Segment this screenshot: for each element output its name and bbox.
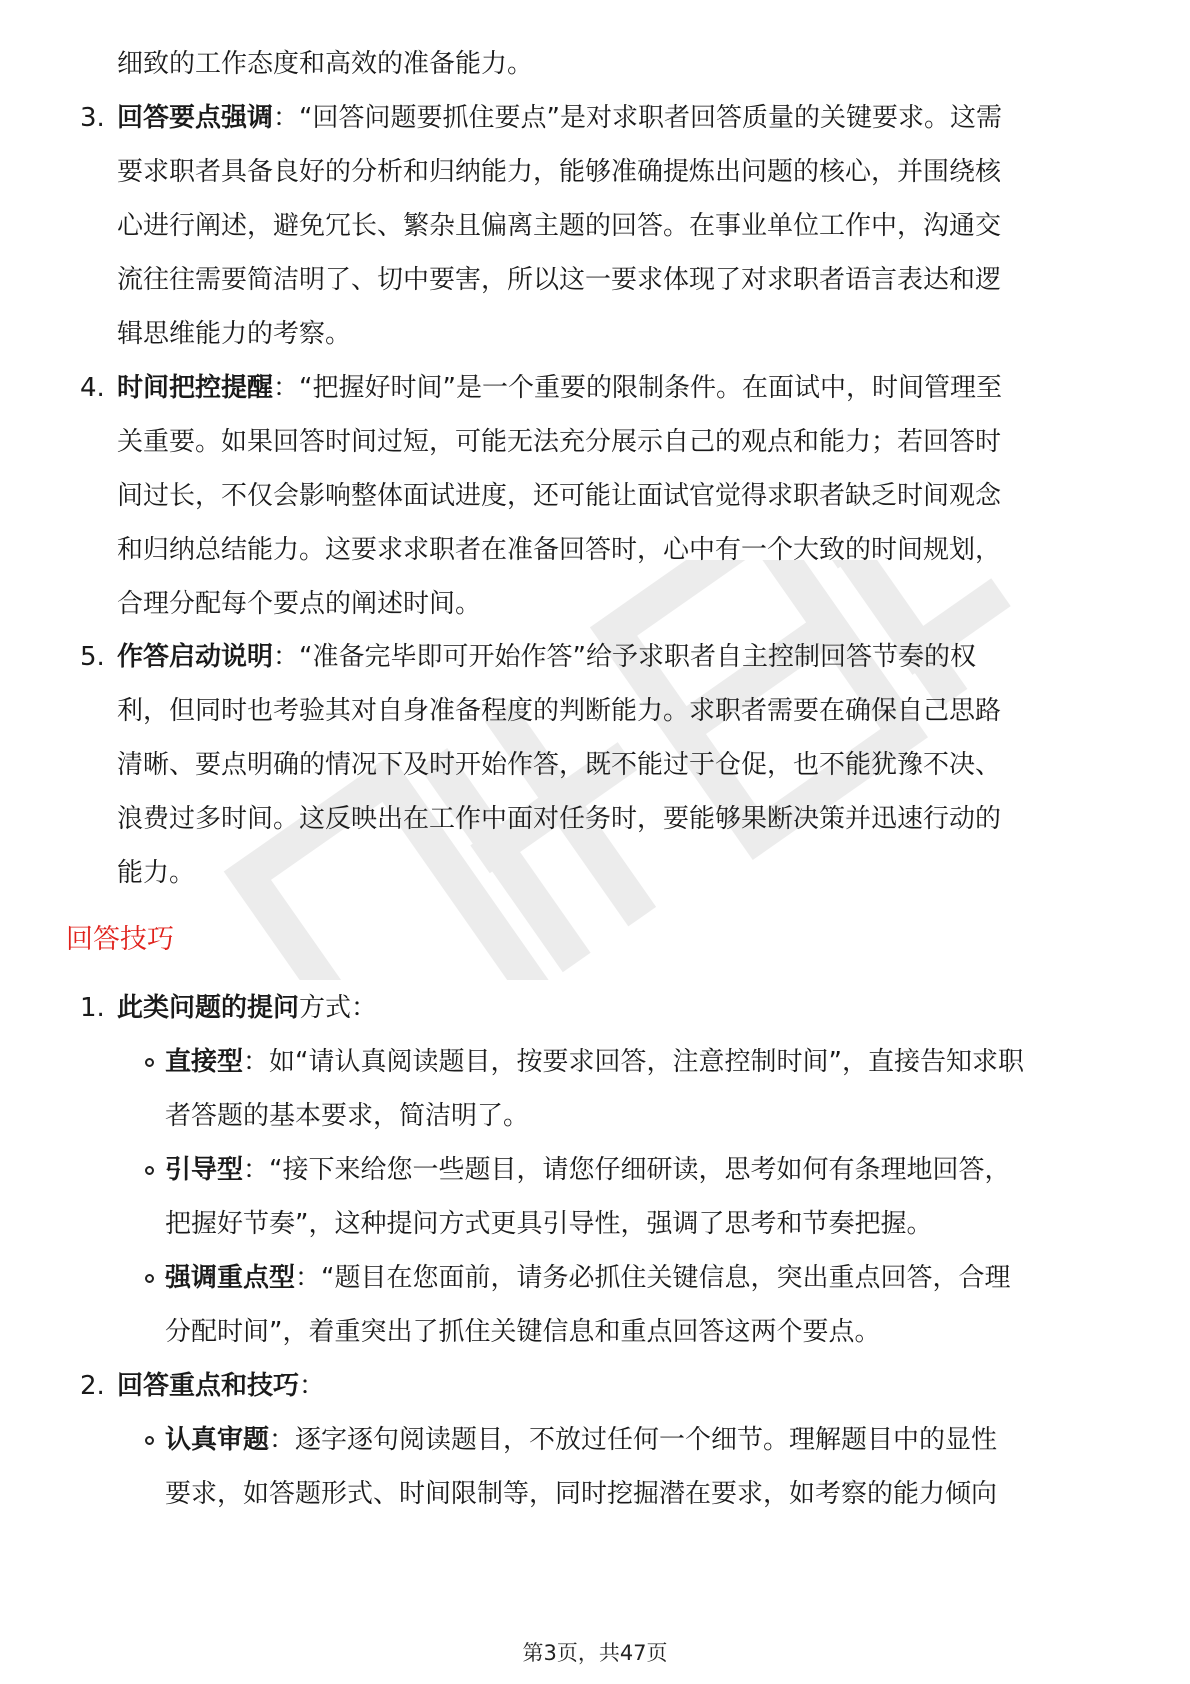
paragraph-line: 浪费过多时间。这反映出在工作中面对任务时，要能够果断决策并迅速行动的 — [117, 804, 1002, 834]
list-item-text: ：“准备完毕即可开始作答”给予求职者自主控制回答节奏的权 — [273, 642, 976, 672]
list-item-text: ：“回答问题要抓住要点”是对求职者回答质量的关键要求。这需 — [273, 103, 1002, 133]
paragraph-line: 要求，如答题形式、时间限制等，同时挖掘潜在要求，如考察的能力倾向 — [165, 1479, 998, 1509]
paragraph-line: 者答题的基本要求，简洁明了。 — [165, 1101, 530, 1131]
list-item-3-line — [117, 103, 1002, 133]
bullet-text: ：“题目在您面前，请务必抓住关键信息，突出重点回答，合理 — [295, 1263, 1011, 1293]
list-item-text: ：“把握好时间”是一个重要的限制条件。在面试中，时间管理至 — [273, 373, 1002, 403]
page-footer: 第3页，共47页 — [522, 1641, 668, 1665]
bullet-item-line — [165, 1263, 1011, 1293]
paragraph-line: 辑思维能力的考察。 — [117, 319, 352, 349]
paragraph-line: 和归纳总结能力。这要求求职者在准备回答时，心中有一个大致的时间规划， — [117, 535, 1002, 565]
subsection-title — [117, 1371, 325, 1401]
bullet-circle-icon — [145, 1274, 154, 1283]
bullet-text: ：“接下来给您一些题目，请您仔细研读，思考如何有条理地回答， — [243, 1155, 1011, 1185]
paragraph-line: 利，但同时也考验其对自身准备程度的判断能力。求职者需要在确保自己思路 — [117, 696, 1002, 726]
bullet-label: 直接型 — [165, 1047, 244, 1077]
list-item-label: 作答启动说明 — [117, 642, 274, 672]
list-item-5-line — [117, 642, 976, 672]
subsection-text: ： — [299, 1371, 326, 1401]
subsection-label: 回答重点和技巧 — [117, 1371, 300, 1401]
list-item-label: 时间把控提醒 — [117, 373, 274, 403]
list-number: 1. — [80, 993, 105, 1023]
bullet-label: 认真审题 — [165, 1425, 270, 1455]
bullet-text: ：逐字逐句阅读题目，不放过任何一个细节。理解题目中的显性 — [269, 1425, 998, 1455]
paragraph-line: 流往往需要简洁明了、切中要害，所以这一要求体现了对求职者语言表达和逻 — [117, 265, 1002, 295]
paragraph-line: 细致的工作态度和高效的准备能力。 — [117, 49, 534, 79]
bullet-text: ：如“请认真阅读题目，按要求回答，注意控制时间”，直接告知求职 — [243, 1047, 1024, 1077]
subsection-label: 此类问题的提问 — [117, 993, 300, 1023]
bullet-label: 强调重点型 — [165, 1263, 296, 1293]
paragraph-line: 分配时间”，着重突出了抓住关键信息和重点回答这两个要点。 — [165, 1317, 881, 1347]
paragraph-line: 合理分配每个要点的阐述时间。 — [117, 589, 482, 619]
list-number: 3. — [80, 103, 105, 133]
list-item-4-line — [117, 373, 1002, 403]
bullet-circle-icon — [145, 1436, 154, 1445]
paragraph-line: 清晰、要点明确的情况下及时开始作答，既不能过于仓促，也不能犹豫不决、 — [117, 750, 1002, 780]
bullet-item-line — [165, 1155, 1011, 1185]
paragraph-line: 要求职者具备良好的分析和归纳能力，能够准确提炼出问题的核心，并围绕核 — [117, 157, 1002, 187]
bullet-circle-icon — [145, 1166, 154, 1175]
bullet-item-line — [165, 1425, 997, 1455]
paragraph-line: 心进行阐述，避免冗长、繁杂且偏离主题的回答。在事业单位工作中，沟通交 — [117, 211, 1002, 241]
subsection-title — [117, 993, 377, 1023]
list-item-label: 回答要点强调 — [117, 103, 274, 133]
paragraph-line: 把握好节奏”，这种提问方式更具引导性，强调了思考和节奏把握。 — [165, 1209, 933, 1239]
list-number: 2. — [80, 1371, 105, 1401]
paragraph-line: 间过长，不仅会影响整体面试进度，还可能让面试官觉得求职者缺乏时间观念 — [117, 481, 1002, 511]
bullet-label: 引导型 — [165, 1155, 244, 1185]
bullet-item-line — [165, 1047, 1024, 1077]
section-heading: 回答技巧 — [66, 924, 174, 955]
paragraph-line: 关重要。如果回答时间过短，可能无法充分展示自己的观点和能力；若回答时 — [117, 427, 1002, 457]
bullet-circle-icon — [145, 1058, 154, 1067]
list-number: 4. — [80, 373, 105, 403]
list-number: 5. — [80, 642, 105, 672]
paragraph-line: 能力。 — [117, 858, 196, 888]
subsection-text: 方式： — [299, 993, 378, 1023]
